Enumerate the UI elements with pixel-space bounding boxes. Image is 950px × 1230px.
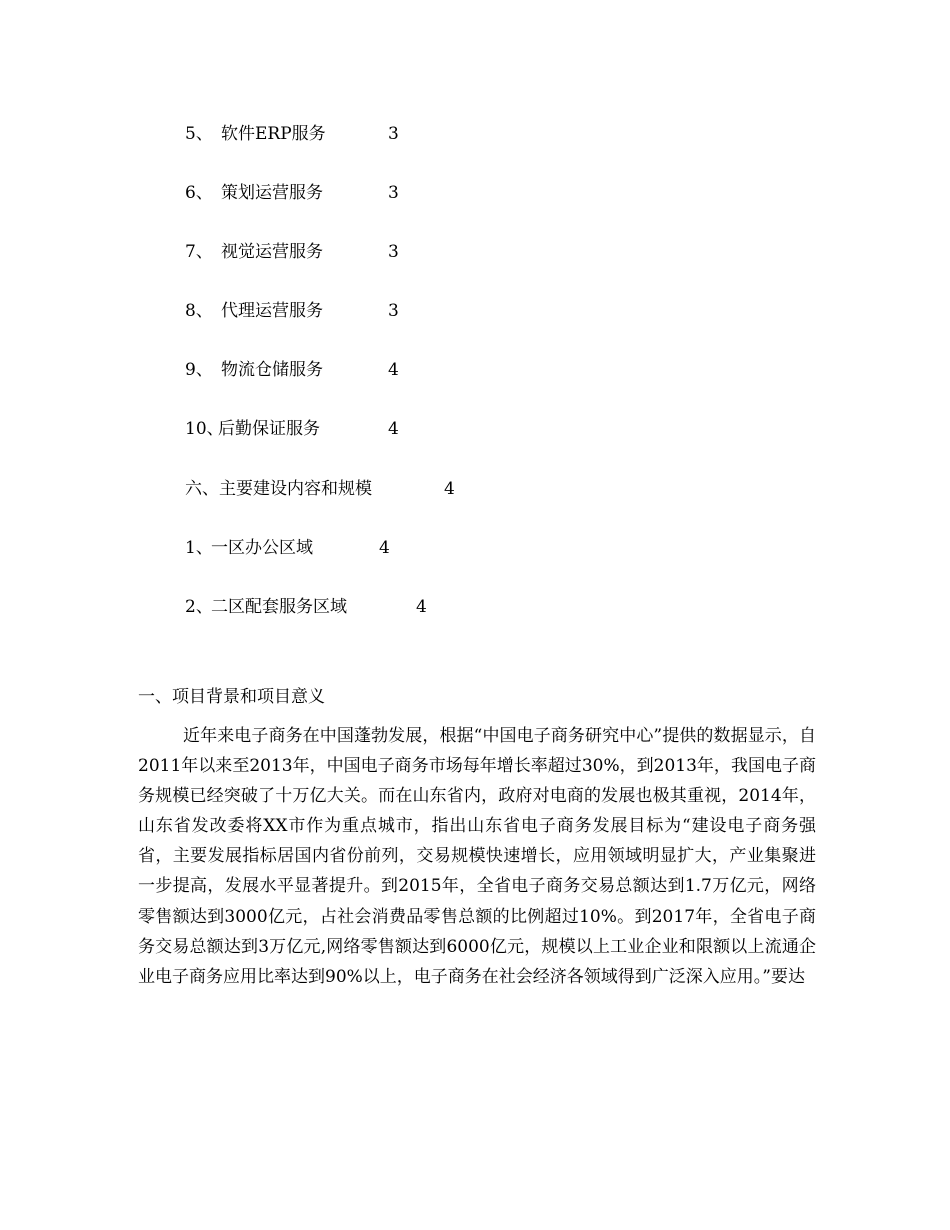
- toc-item-label: 二区配套服务区域: [211, 597, 347, 617]
- toc-item-page: 3: [388, 301, 399, 321]
- toc-item-page: 3: [388, 183, 399, 203]
- body-paragraph: 近年来电子商务在中国蓬勃发展，根据“中国电子商务研究中心”提供的数据显示，自2011年以来至2013年，中国电子商务市场每年增长率超过30%，到2013年，我国电子商务规模已经突破了十万亿大关。而在山东省内，政府对电商的发展也极其重视，2014年，山东省发改委将XX市作为重点城市，指出山东省电子商务发展目标为“建设电子商务强省，主要发展指标居国内省份前列，交易规模快速增长，应用领域明显扩大，产业集聚进一步提高，发展水平显著提升。到2015年，全省电子商务交易总额达到1.7万亿元，网络零售额达到3000亿元，占社会消费品零售总额的比例超过10%。到2017年，全省电子商务交易总额达到3万亿元,网络零售额达到6000亿元，规模以上工业企业和限额以上流通企业电子商务应用比率达到90%以上，电子商务在社会经济各领域得到广泛深入应用。”要达: [138, 726, 816, 987]
- toc-item-page: 4: [388, 419, 399, 439]
- toc-item-number: 六、: [185, 479, 219, 499]
- toc-item-label: 一区办公区域: [211, 538, 313, 558]
- toc-item-label: 软件ERP服务: [221, 124, 326, 144]
- toc-item-label: 后勤保证服务: [218, 419, 320, 439]
- toc-item-label: 代理运营服务: [221, 301, 323, 321]
- toc-item-label: 主要建设内容和规模: [219, 479, 372, 499]
- toc-item-number: 10、: [185, 419, 224, 439]
- toc-item-page: 3: [388, 242, 399, 262]
- toc-item-label: 策划运营服务: [221, 183, 323, 203]
- toc-item-page: 4: [379, 538, 390, 558]
- toc-item-page: 3: [388, 124, 399, 144]
- toc-item-label: 视觉运营服务: [221, 242, 323, 262]
- toc-item-number: 7、: [185, 242, 213, 262]
- toc-item-number: 1、: [185, 538, 213, 558]
- section-heading: 一、项目背景和项目意义: [138, 687, 325, 707]
- toc-item-page: 4: [444, 479, 455, 499]
- toc-item-page: 4: [416, 597, 427, 617]
- toc-item-page: 4: [388, 360, 399, 380]
- toc-item-number: 5、: [185, 124, 213, 144]
- toc-item-number: 2、: [185, 597, 213, 617]
- toc-item-number: 6、: [185, 183, 213, 203]
- toc-item-label: 物流仓储服务: [221, 360, 323, 380]
- toc-item-number: 9、: [185, 360, 213, 380]
- toc-item-number: 8、: [185, 301, 213, 321]
